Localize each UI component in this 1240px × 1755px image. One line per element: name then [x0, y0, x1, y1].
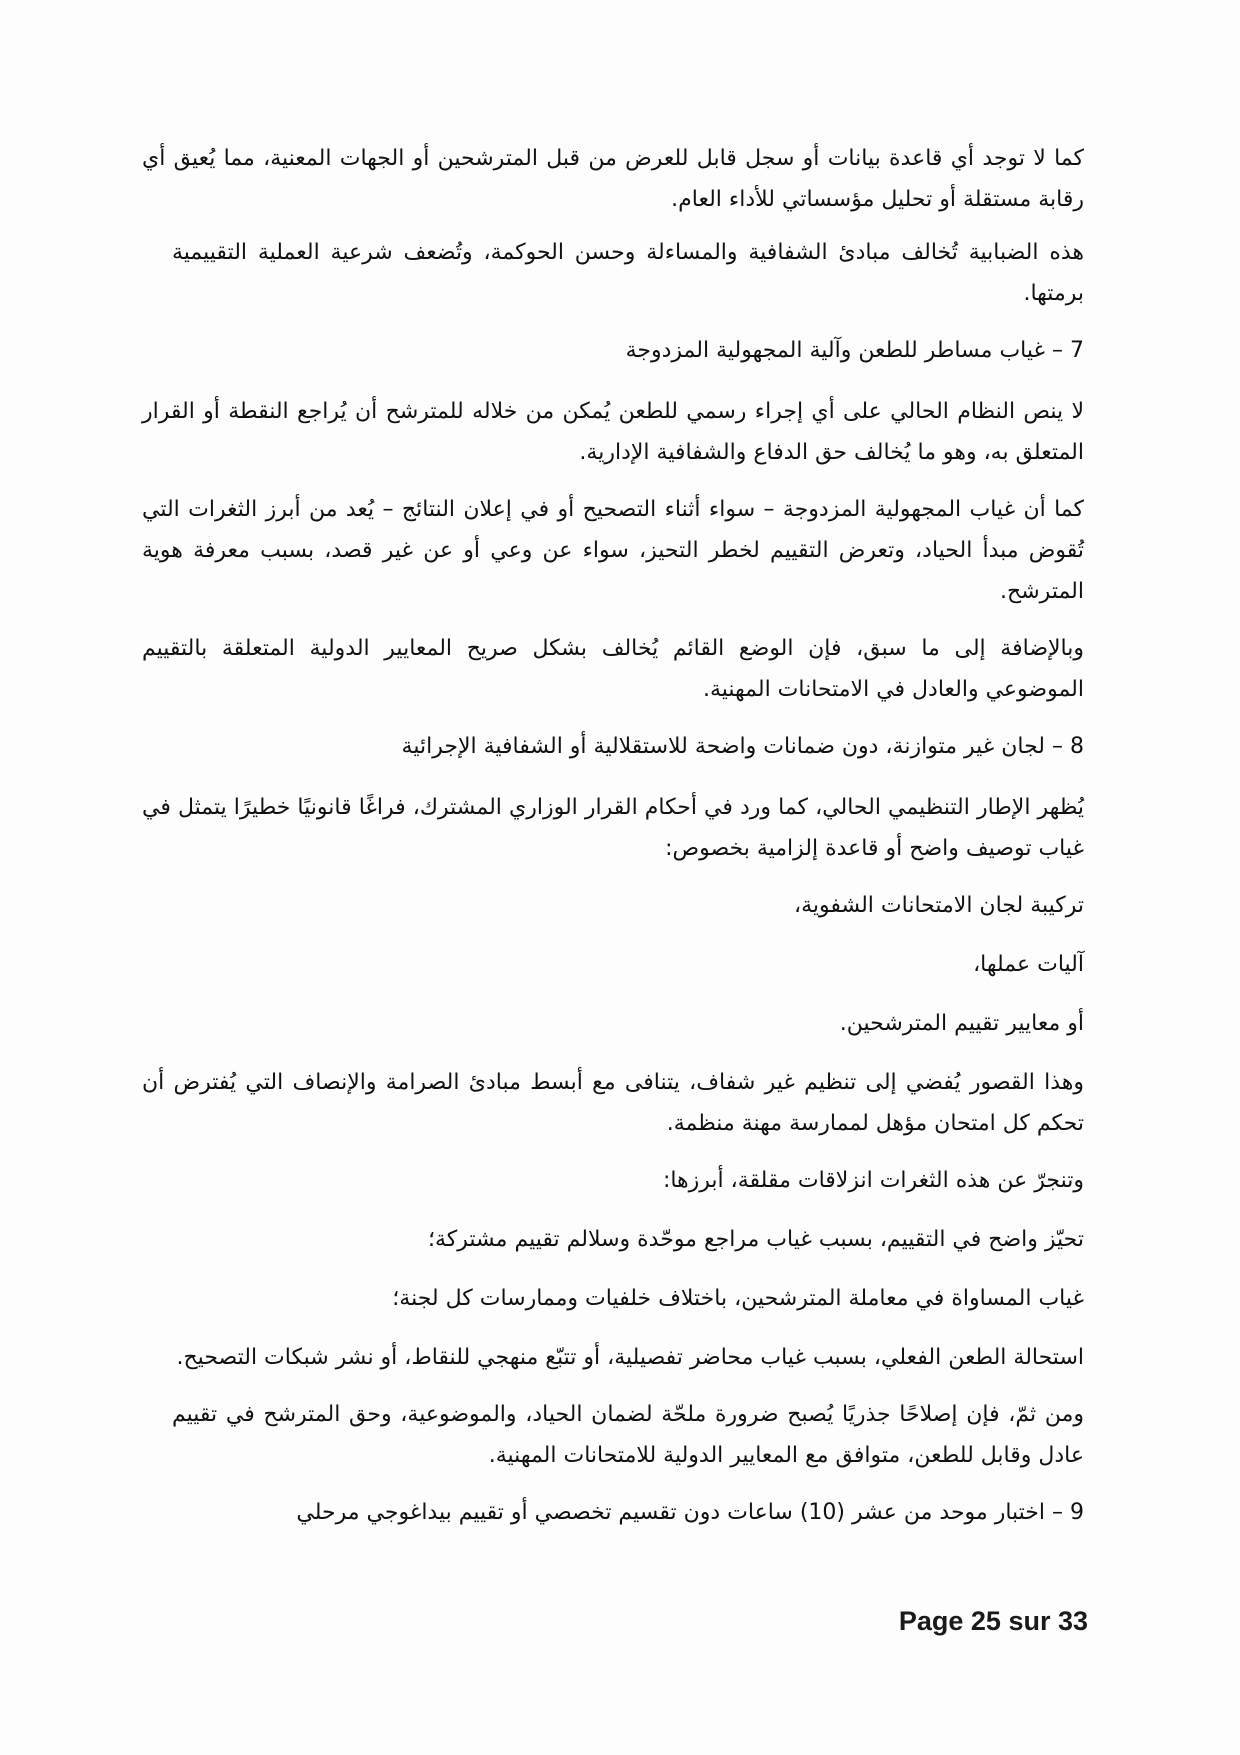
section-heading-9: 9 – اختبار موحد من عشر (10) ساعات دون تقسيم تخصصي أو تقييم بيداغوجي مرحلي	[296, 1500, 1084, 1525]
section-heading-8: 8 – لجان غير متوازنة، دون ضمانات واضحة للاستقلالية أو الشفافية الإجرائية	[401, 734, 1084, 759]
paragraph-appeal: لا ينص النظام الحالي على أي إجراء رسمي للطعن يُمكن من خلاله للمترشح أن يُراجع النقطة أو القرار المتعلق به، وهو ما يُخالف حق الدفاع والشفافية الإدارية.	[142, 399, 1084, 465]
paragraph-framework: يُظهر الإطار التنظيمي الحالي، كما ورد في أحكام القرار الوزاري المشترك، فراغًا قانونيًا خطيرًا يتمثل في غياب توصيف واضح أو قاعدة إلزامية بخصوص:	[142, 795, 1084, 861]
paragraph-slippages-intro: وتنجرّ عن هذه الثغرات انزلاقات مقلقة، أبرزها:	[662, 1168, 1084, 1193]
paragraph-anonymity: كما أن غياب المجهولية المزدوجة – سواء أثناء التصحيح أو في إعلان النتائج – يُعد من أبرز الثغرات التي تُقوض مبدأ الحياد، وتعرض التقييم لخطر التحيز، سواء عن وعي أو عن غير قصد، بسبب معرفة هوية المترشح.	[142, 497, 1084, 604]
paragraph-shortcoming: وهذا القصور يُفضي إلى تنظيم غير شفاف، يتنافى مع أبسط مبادئ الصرامة والإنصاف التي يُفترض أن تحكم كل امتحان مؤهل لممارسة مهنة منظمة.	[142, 1070, 1084, 1136]
paragraph-ambiguity: هذه الضبابية تُخالف مبادئ الشفافية والمساءلة وحسن الحوكمة، وتُضعف شرعية العملية التقييمية برمتها.	[172, 240, 1084, 306]
list-item-inequality: غياب المساواة في معاملة المترشحين، باختلاف خلفيات وممارسات كل لجنة؛	[392, 1286, 1084, 1311]
paragraph-database: كما لا توجد أي قاعدة بيانات أو سجل قابل للعرض من قبل المترشحين أو الجهات المعنية، مما يُعيق أي رقابة مستقلة أو تحليل مؤسساتي للأداء العام.	[142, 146, 1084, 212]
paragraph-reform: ومن ثمّ، فإن إصلاحًا جذريًا يُصبح ضرورة ملحّة لضمان الحياد، والموضوعية، وحق المترشح في تقييم عادل وقابل للطعن، متوافق مع المعايير الدولية للامتحانات المهنية.	[172, 1402, 1084, 1468]
page-number: Page 25 sur 33	[898, 1606, 1088, 1636]
list-item-bias: تحيّز واضح في التقييم، بسبب غياب مراجع موحّدة وسلالم تقييم مشتركة؛	[428, 1227, 1084, 1252]
document-body	[142, 138, 1084, 1553]
list-item-mechanisms: آليات عملها،	[973, 952, 1084, 977]
list-item-composition: تركيبة لجان الامتحانات الشفوية،	[793, 893, 1084, 918]
list-item-criteria: أو معايير تقييم المترشحين.	[839, 1011, 1084, 1036]
section-heading-7: 7 – غياب مساطر للطعن وآلية المجهولية المزدوجة	[625, 338, 1084, 363]
list-item-appeal-impossible: استحالة الطعن الفعلي، بسبب غياب محاضر تفصيلية، أو تتبّع منهجي للنقاط، أو نشر شبكات التصحيح.	[176, 1345, 1084, 1370]
paragraph-standards: وبالإضافة إلى ما سبق، فإن الوضع القائم يُخالف بشكل صريح المعايير الدولية المتعلقة بالتقييم الموضوعي والعادل في الامتحانات المهنية.	[142, 636, 1084, 702]
